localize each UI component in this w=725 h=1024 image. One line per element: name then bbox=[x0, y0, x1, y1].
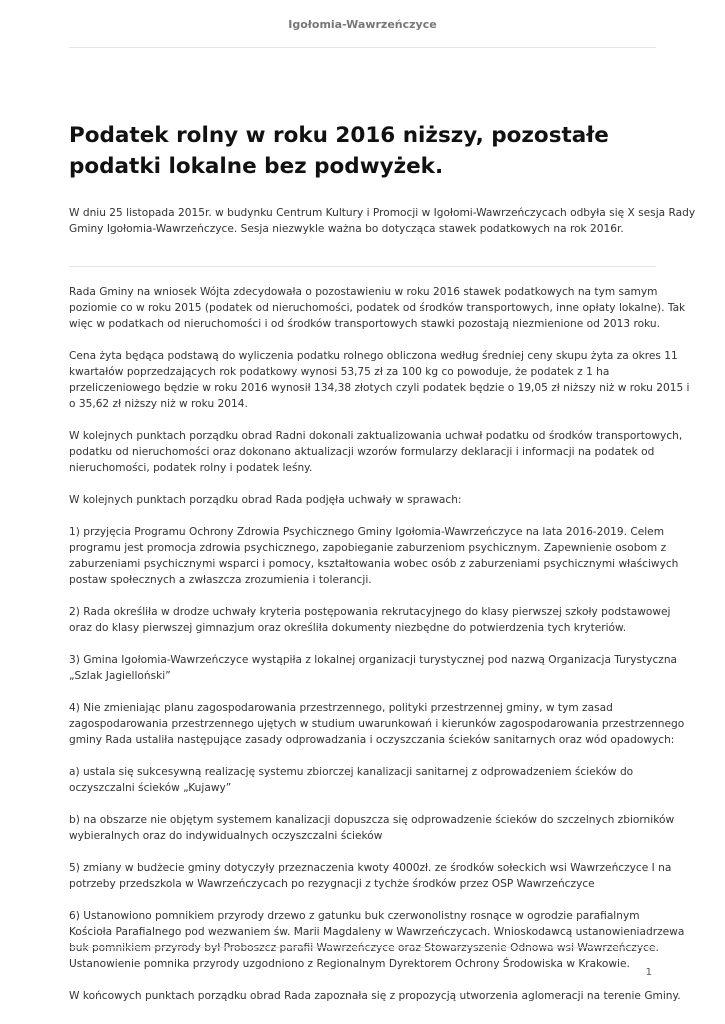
paragraph-line: kwartałów poprzedzających rok podatkowy wynosi 53,75 zł za 100 kg co powoduje, że podatek z 1 ha bbox=[69, 366, 610, 378]
paragraph-line: W kolejnych punktach porządku obrad Rada podjęła uchwały w sprawach: bbox=[69, 494, 462, 506]
paragraph-line: 3) Gmina Igołomia-Wawrzeńczyce wystąpiła z lokalnej organizacji turystycznej pod nazwą Organizacja Turystyczna bbox=[69, 654, 678, 666]
paragraph-line: Rada Gminy na wniosek Wójta zdecydowała o pozostawieniu w roku 2016 stawek podatkowych na tym samym bbox=[69, 286, 658, 298]
article-paragraph bbox=[69, 988, 681, 1004]
paragraph-line: wybieralnych oraz do indywidualnych oczyszczalni ścieków bbox=[69, 830, 383, 842]
paragraph-line: zaburzeniami psychicznymi wsparci i pomocy, kształtowania wobec osób z zaburzeniami psychicznymi właściwych bbox=[69, 558, 679, 570]
paragraph-line: W końcowych punktach porządku obrad Rada zapoznała się z propozycją utworzenia aglomeracji na terenie Gminy. bbox=[69, 990, 681, 1002]
paragraph-line: oczyszczalni ścieków „Kujawy” bbox=[69, 782, 232, 794]
paragraph-line: 6) Ustanowiono pomnikiem przyrody drzewo z gatunku buk czerwonolistny rosnące w ogrodzie parafialnym bbox=[69, 910, 640, 922]
paragraph-line: nieruchomości, podatek rolny i podatek leśny. bbox=[69, 462, 313, 474]
site-header: Igołomia-Wawrzeńczyce bbox=[288, 18, 437, 31]
paragraph-line: b) na obszarze nie objętym systemem kanalizacji dopuszcza się odprowadzenie ścieków do szczelnych zbiorników bbox=[69, 814, 675, 826]
paragraph-line: potrzeby przedszkola w Wawrzeńczycach po rezygnacji z tychże środków przez OSP Wawrzeńczyce bbox=[69, 878, 595, 890]
paragraph-line: W kolejnych punktach porządku obrad Radni dokonali zaktualizowania uchwał podatku od środków transportowych, bbox=[69, 430, 683, 442]
article-paragraph bbox=[69, 492, 661, 508]
title-line: podatki lokalne bez podwyżek. bbox=[69, 154, 444, 179]
paragraph-line: 1) przyjęcia Programu Ochrony Zdrowia Psychicznego Gminy Igołomia-Wawrzeńczyce na lata 2016-2019. Celem bbox=[69, 526, 665, 538]
article-body bbox=[69, 284, 690, 1020]
article-paragraph bbox=[69, 764, 661, 796]
paragraph-line: a) ustala się sukcesywną realizację systemu zbiorczej kanalizacji sanitarnej z odprowadzeniem ścieków do bbox=[69, 766, 634, 778]
paragraph-line: Ustanowienie pomnika przyrody uzgodniono z Regionalnym Dyrektorem Ochrony Środowiska w Krakowie. bbox=[69, 958, 630, 970]
footer-divider bbox=[69, 947, 656, 948]
article-paragraph bbox=[69, 860, 672, 892]
title-line: Podatek rolny w roku 2016 niższy, pozostałe bbox=[69, 123, 609, 148]
article-paragraph bbox=[69, 652, 678, 684]
paragraph-line: zagospodarowania przestrzennego ujętych w studium uwarunkowań i kierunków zagospodarowania przestrzennego bbox=[69, 718, 685, 730]
article-paragraph bbox=[69, 428, 683, 476]
paragraph-line: 2) Rada określiła w drodze uchwały kryteria postępowania rekrutacyjnego do klasy pierwszej szkoły podstawowej bbox=[69, 606, 671, 618]
article-title bbox=[69, 120, 669, 182]
article-paragraph bbox=[69, 700, 685, 748]
paragraph-line: gminy Rada ustaliła następujące zasady odprowadzania i oczyszczania ścieków sanitarnych oraz wód opadowych: bbox=[69, 734, 675, 746]
paragraph-line: „Szlak Jagielloński” bbox=[69, 670, 171, 682]
header-divider bbox=[69, 47, 656, 48]
paragraph-line: Kościoła Parafialnego pod wezwaniem św. Marii Magdaleny w Wawrzeńczycach. Wnioskodawcą ustanowieniadrzewa bbox=[69, 926, 685, 938]
paragraph-line: 4) Nie zmieniając planu zagospodarowania przestrzennego, polityki przestrzennej gminy, w tym zasad bbox=[69, 702, 613, 714]
article-paragraph bbox=[69, 908, 685, 972]
article-paragraph bbox=[69, 524, 679, 588]
paragraph-line: podatku od nieruchomości oraz dokonano aktualizacji wzorów formularzy deklaracji i informacji na podatek od bbox=[69, 446, 655, 458]
article-paragraph bbox=[69, 348, 690, 412]
paragraph-line: o 35,62 zł niższy niż w roku 2014. bbox=[69, 398, 248, 410]
paragraph-line: przeliczeniowego będzie w roku 2016 wynosił 134,38 złotych czyli podatek będzie o 19,05 zł niższy niż w roku 2015 i bbox=[69, 382, 690, 394]
article-paragraph bbox=[69, 604, 671, 636]
paragraph-line: oraz do klasy pierwszej gimnazjum oraz określiła dokumenty niezbędne do potwierdzenia tych kryteriów. bbox=[69, 622, 627, 634]
paragraph-line: 5) zmiany w budżecie gminy dotyczyły przeznaczenia kwoty 4000zł. ze środków sołeckich wsi Wawrzeńczyce I na bbox=[69, 862, 672, 874]
paragraph-line: więc w podatkach od nieruchomości i od środków transportowych stawki pozostają niezmienione od 2013 roku. bbox=[69, 318, 660, 330]
lead-line: Gminy Igołomia-Wawrzeńczyce. Sesja niezwykle ważna bo dotycząca stawek podatkowych na rok 2016r. bbox=[69, 223, 624, 235]
paragraph-line: postaw społecznych a zwłaszcza zrozumienia i tolerancji. bbox=[69, 574, 372, 586]
paragraph-line: programu jest promocja zdrowia psychicznego, zapobieganie zaburzeniom psychicznym. Zapewnienie osobom z bbox=[69, 542, 667, 554]
paragraph-line: Cena żyta będąca podstawą do wyliczenia podatku rolnego obliczona według średniej ceny skupu żyta za okres 11 bbox=[69, 350, 678, 362]
article-lead bbox=[69, 205, 696, 237]
page-number: 1 bbox=[645, 967, 652, 978]
paragraph-line: poziomie co w roku 2015 (podatek od nieruchomości, podatek od środków transportowych, inne opłaty lokalne). Tak bbox=[69, 302, 686, 314]
article-paragraph bbox=[69, 812, 675, 844]
lead-divider bbox=[69, 266, 656, 267]
lead-line: W dniu 25 listopada 2015r. w budynku Centrum Kultury i Promocji w Igołomi-Wawrzeńczycach odbyła się X sesja Rady bbox=[69, 207, 696, 219]
paragraph-line: buk pomnikiem przyrody był Proboszcz parafii Wawrzeńczyce oraz Stowarzyszenie Odnowa wsi Wawrzeńczyce. bbox=[69, 942, 659, 954]
article-paragraph bbox=[69, 284, 686, 332]
